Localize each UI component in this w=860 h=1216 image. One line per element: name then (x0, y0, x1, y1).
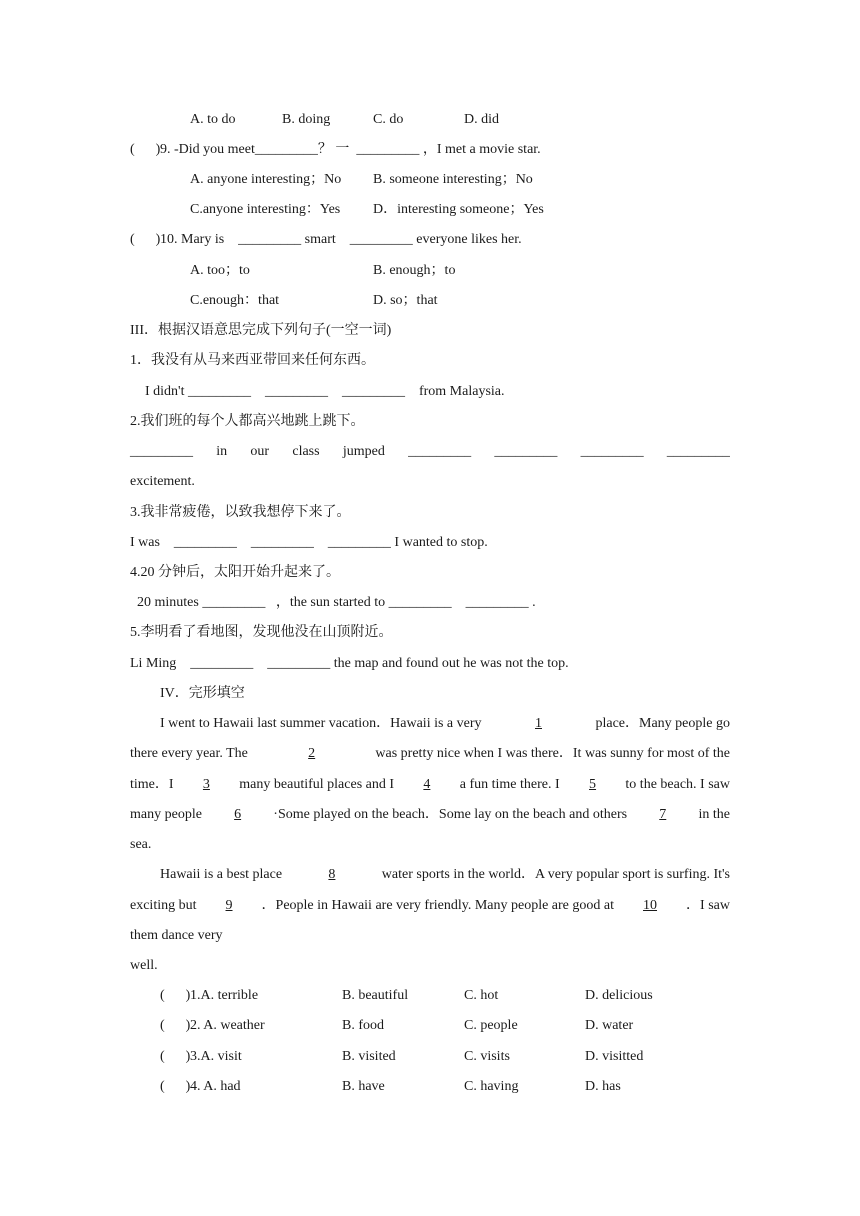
s1-chinese: 1．我没有从马来西亚带回来任何东西。 (130, 353, 375, 368)
cloze-blank-8: 8 (328, 867, 336, 882)
passage-text: water sports in the world．A very popular sport is surfing. It's (381, 867, 730, 882)
cloze-q1-option-c: C. hot (464, 988, 499, 1003)
passage-text: to the beach. I saw (625, 777, 730, 792)
cloze-q2-paren: ( ) (160, 1018, 191, 1033)
passage-text: ·Some played on the beach．Some lay on the beach and others (273, 807, 628, 822)
passage-line-4 (130, 806, 730, 824)
cloze-q3-option-d: D. visitted (585, 1049, 644, 1064)
passage-line-5: sea. (130, 837, 152, 852)
q9-answer-paren: ( ) (130, 142, 161, 157)
s2-english (130, 443, 730, 461)
cloze-q2-option-d: D. water (585, 1018, 634, 1033)
q10-option-a: A. too；to (190, 263, 250, 278)
passage-text: ．People in Hawaii are very friendly. Many people are good at (261, 898, 614, 913)
passage-line-8: them dance very (130, 928, 223, 943)
cloze-blank-9: 9 (225, 898, 233, 913)
s3-english: I was _________ _________ _________ I wanted to stop. (130, 535, 488, 550)
passage-text: time．I (130, 777, 174, 792)
s2-chinese: 2.我们班的每个人都高兴地跳上跳下。 (130, 414, 365, 429)
s2-blank-3: _________ (494, 444, 558, 459)
cloze-blank-1: 1 (535, 716, 542, 731)
cloze-q1-option-b: B. beautiful (342, 988, 409, 1003)
cloze-q3-option-b: B. visited (342, 1049, 396, 1064)
cloze-q4-option-c: C. having (464, 1079, 519, 1094)
s2-word-in: in (216, 444, 228, 459)
passage-text: a fun time there. I (459, 777, 560, 792)
s2-word-jumped: jumped (342, 444, 385, 459)
s5-english: Li Ming _________ _________ the map and found out he was not the top. (130, 656, 569, 671)
passage-line-1 (160, 715, 730, 733)
cloze-q3-option-c: C. visits (464, 1049, 510, 1064)
s4-chinese: 4.20 分钟后，太阳开始升起来了。 (130, 565, 340, 580)
q8-option-b: B. doing (282, 112, 331, 127)
q8-option-a: A. to do (190, 112, 236, 127)
q8-option-d: D. did (464, 112, 499, 127)
passage-text: was pretty nice when I was there．It was sunny for most of the (375, 746, 730, 761)
q10-stem: 10. Mary is _________ smart _________ everyone likes her. (160, 232, 522, 247)
q10-answer-paren: ( ) (130, 232, 161, 247)
section4-heading: IV．完形填空 (160, 686, 245, 701)
q9-option-a: A. anyone interesting；No (190, 172, 342, 187)
q10-option-d: D. so；that (373, 293, 438, 308)
cloze-blank-10: 10 (643, 898, 658, 913)
cloze-blank-2: 2 (308, 746, 316, 761)
passage-text: place．Many people go (595, 716, 730, 731)
cloze-blank-5: 5 (589, 777, 597, 792)
s2-word-class: class (292, 444, 320, 459)
q9-option-d: D．interesting someone；Yes (373, 202, 544, 217)
passage-text: in the (698, 807, 730, 822)
passage-text: Hawaii is a best place (160, 867, 283, 882)
cloze-q4-option-d: D. has (585, 1079, 621, 1094)
cloze-blank-4: 4 (423, 777, 431, 792)
passage-text: I went to Hawaii last summer vacation．Hawaii is a very (160, 716, 482, 731)
cloze-q2-option-b: B. food (342, 1018, 384, 1033)
passage-line-3 (130, 776, 730, 794)
passage-line-9: well. (130, 958, 158, 973)
passage-line-2 (130, 745, 730, 763)
s4-english: 20 minutes _________ ，the sun started to _________ _________ . (137, 595, 536, 610)
cloze-q1-paren: ( ) (160, 988, 191, 1003)
cloze-blank-6: 6 (234, 807, 242, 822)
passage-text: many people (130, 807, 202, 822)
passage-text: ．I saw (686, 898, 730, 913)
s2-blank-4: _________ (580, 444, 644, 459)
q9-option-c: C.anyone interesting：Yes (190, 202, 341, 217)
q10-option-c: C.enough：that (190, 293, 280, 308)
q8-option-c: C. do (373, 112, 404, 127)
s2-english-end: excitement. (130, 474, 195, 489)
cloze-q1-option-d: D. delicious (585, 988, 653, 1003)
cloze-blank-3: 3 (202, 777, 210, 792)
cloze-q3-paren: ( ) (160, 1049, 191, 1064)
q9-option-b: B. someone interesting；No (373, 172, 533, 187)
passage-line-7 (130, 897, 730, 915)
passage-text: there every year. The (130, 746, 248, 761)
s5-chinese: 5.李明看了看地图，发现他没在山顶附近。 (130, 625, 393, 640)
q10-option-b: B. enough；to (373, 263, 456, 278)
s2-blank-5: _________ (666, 444, 730, 459)
cloze-q3-option-a: 3.A. visit (190, 1049, 242, 1064)
cloze-q1-option-a: 1.A. terrible (190, 988, 259, 1003)
cloze-q2-option-a: 2. A. weather (190, 1018, 265, 1033)
s2-blank-2: _________ (408, 444, 472, 459)
cloze-q2-option-c: C. people (464, 1018, 518, 1033)
passage-text: many beautiful places and I (239, 777, 395, 792)
s2-blank-1: _________ (130, 444, 193, 459)
cloze-q4-option-a: 4. A. had (190, 1079, 241, 1094)
s3-chinese: 3.我非常疲倦，以致我想停下来了。 (130, 505, 351, 520)
s1-english: I didn't _________ _________ _________ from Malaysia. (145, 384, 505, 399)
cloze-q4-paren: ( ) (160, 1079, 191, 1094)
q9-stem: 9. -Did you meet_________？ 一 _________ ，I met a movie star. (160, 142, 541, 157)
s2-word-our: our (250, 444, 270, 459)
passage-text: exciting but (130, 898, 197, 913)
cloze-blank-7: 7 (659, 807, 667, 822)
section3-heading: III．根据汉语意思完成下列句子(一空一词) (130, 323, 392, 338)
passage-line-6 (160, 866, 730, 884)
cloze-q4-option-b: B. have (342, 1079, 385, 1094)
